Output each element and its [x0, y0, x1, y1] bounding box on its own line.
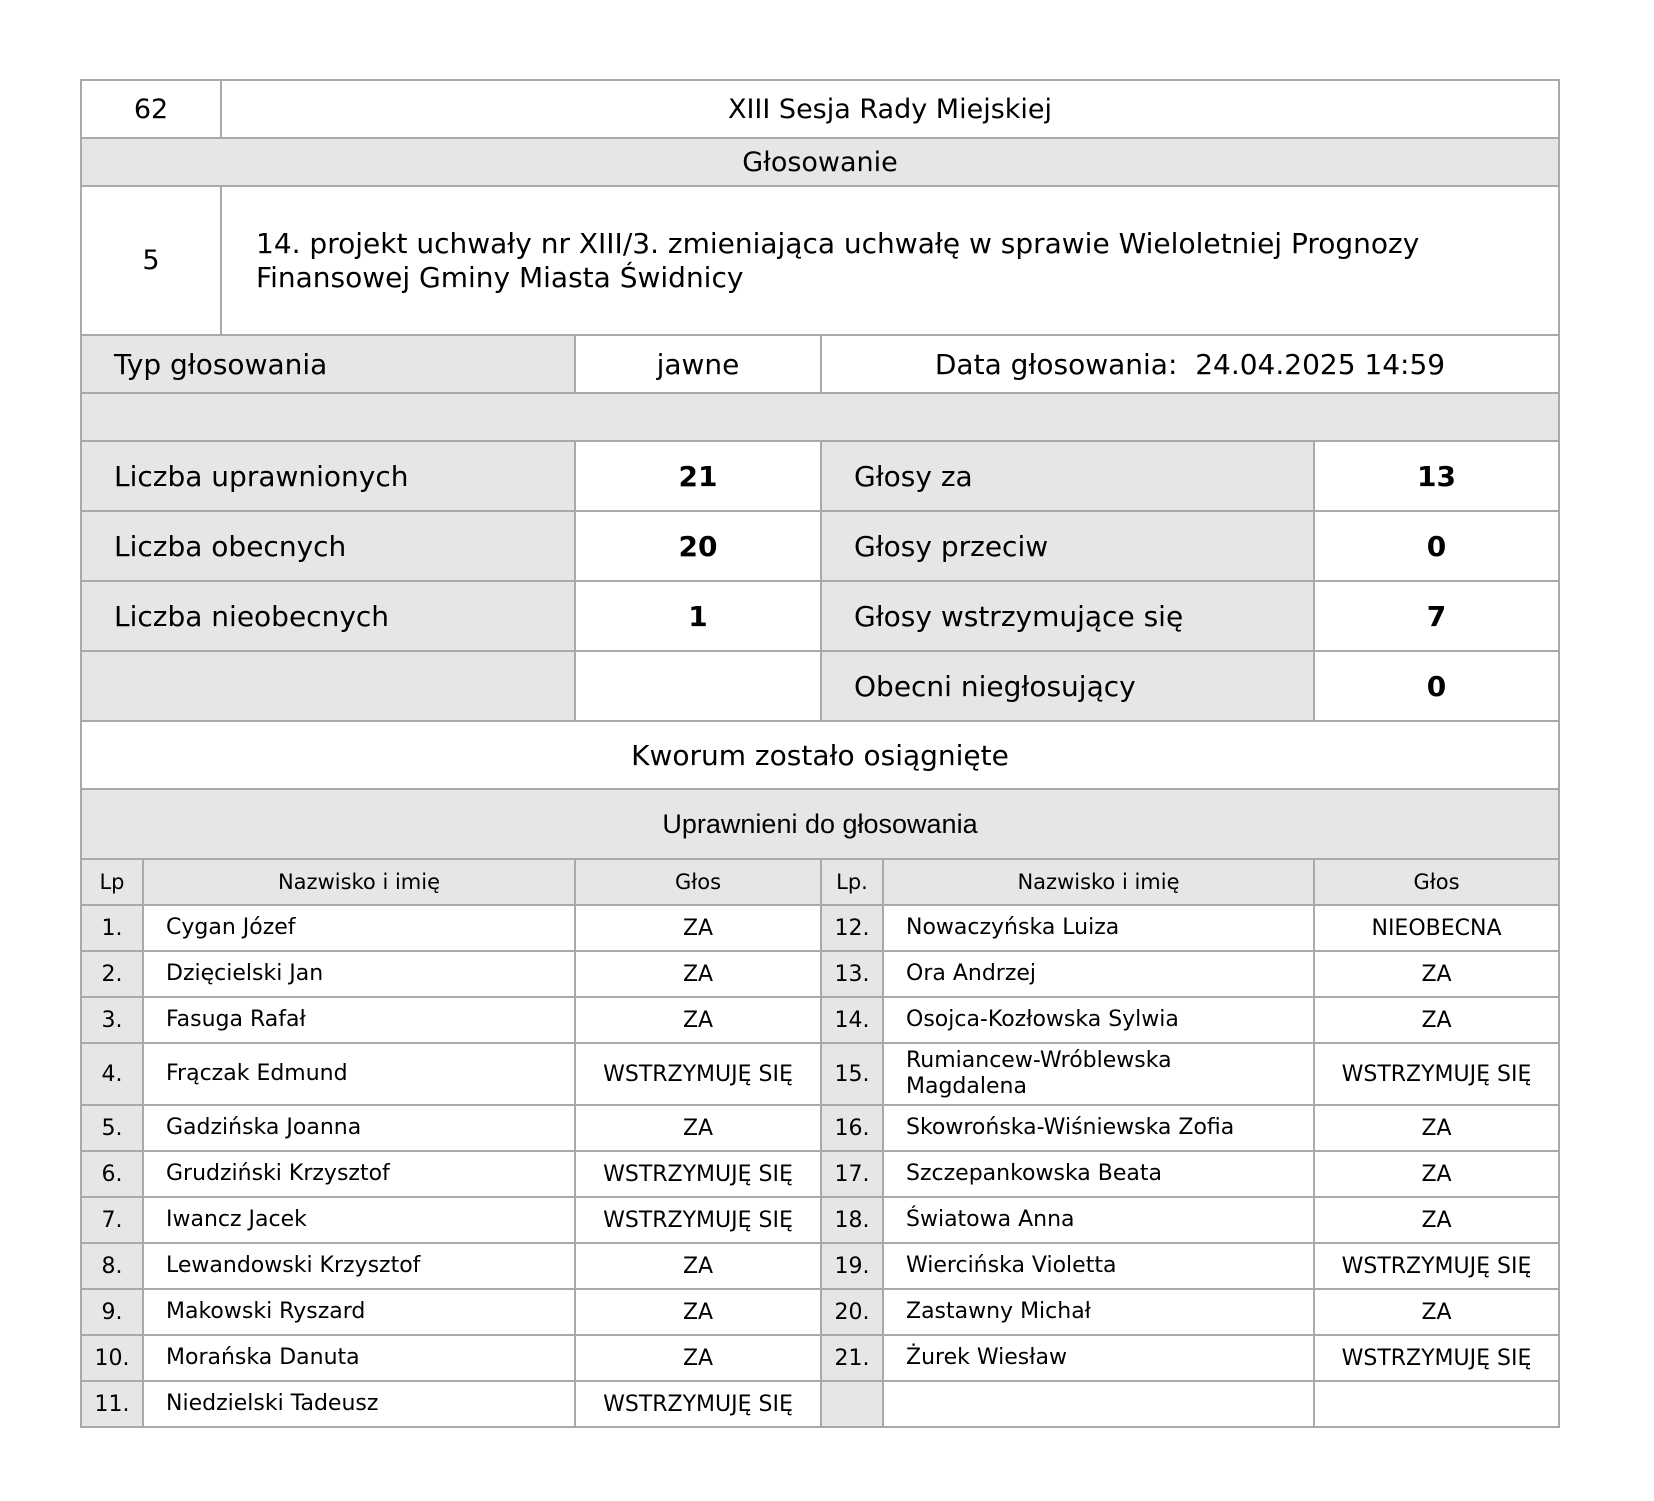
- voter-rows: [81, 905, 1559, 1427]
- voter-name-left: Cygan Józef: [143, 905, 575, 951]
- session-title: XIII Sesja Rady Miejskiej: [221, 80, 1559, 138]
- voter-vote-left: ZA: [575, 1105, 821, 1151]
- vote-date-label: Data głosowania:: [934, 347, 1178, 381]
- table-row: [81, 1335, 1559, 1381]
- voter-name-left: Grudziński Krzysztof: [143, 1151, 575, 1197]
- voter-lp-left: 5.: [81, 1105, 143, 1151]
- voter-lp-left: 4.: [81, 1043, 143, 1105]
- voter-lp-left: 6.: [81, 1151, 143, 1197]
- table-row: [81, 905, 1559, 951]
- present-value: 20: [575, 511, 821, 581]
- voter-name-right: Osojca-Kozłowska Sylwia: [883, 997, 1314, 1043]
- nonvoting-label: Obecni niegłosujący: [821, 651, 1314, 721]
- empty-value-cell: [575, 651, 821, 721]
- present-label: Liczba obecnych: [81, 511, 575, 581]
- col-name-right: Nazwisko i imię: [883, 859, 1314, 905]
- nonvoting-value: 0: [1314, 651, 1559, 721]
- section-title: Głosowanie: [81, 138, 1559, 186]
- vote-date-value: 24.04.2025 14:59: [1195, 347, 1446, 381]
- voter-name-right: Rumiancew-Wróblewska Magdalena: [883, 1043, 1314, 1105]
- voter-vote-right: WSTRZYMUJĘ SIĘ: [1314, 1243, 1559, 1289]
- abstain-label: Głosy wstrzymujące się: [821, 581, 1314, 651]
- voter-vote-right: ZA: [1314, 1105, 1559, 1151]
- voter-name-right: Ora Andrzej: [883, 951, 1314, 997]
- table-row: [81, 997, 1559, 1043]
- voter-name-right: Żurek Wiesław: [883, 1335, 1314, 1381]
- voter-lp-right: 17.: [821, 1151, 883, 1197]
- voter-name-right: Wiercińska Violetta: [883, 1243, 1314, 1289]
- voter-lp-right: 19.: [821, 1243, 883, 1289]
- voter-name-right: Skowrońska-Wiśniewska Zofia: [883, 1105, 1314, 1151]
- voter-lp-right: 21.: [821, 1335, 883, 1381]
- voter-vote-right: ZA: [1314, 997, 1559, 1043]
- vote-type-label: Typ głosowania: [81, 335, 575, 393]
- voter-vote-left: ZA: [575, 951, 821, 997]
- against-label: Głosy przeciw: [821, 511, 1314, 581]
- voter-lp-left: 11.: [81, 1381, 143, 1427]
- spacer-row: [81, 393, 1559, 441]
- voter-name-right: Światowa Anna: [883, 1197, 1314, 1243]
- voter-lp-left: 9.: [81, 1289, 143, 1335]
- vote-type-value: jawne: [575, 335, 821, 393]
- voter-lp-left: 3.: [81, 997, 143, 1043]
- table-row: [81, 1043, 1559, 1105]
- voter-name-left: Dzięcielski Jan: [143, 951, 575, 997]
- voter-lp-right: 20.: [821, 1289, 883, 1335]
- voter-lp-right: [821, 1381, 883, 1427]
- table-row: [81, 1289, 1559, 1335]
- col-lp-left: Lp: [81, 859, 143, 905]
- voter-lp-right: 12.: [821, 905, 883, 951]
- quorum-status: Kworum zostało osiągnięte: [81, 721, 1559, 789]
- voter-vote-right: ZA: [1314, 1197, 1559, 1243]
- voter-name-left: Makowski Ryszard: [143, 1289, 575, 1335]
- table-row: [81, 1197, 1559, 1243]
- voters-section-title: Uprawnieni do głosowania: [81, 789, 1559, 859]
- vote-date: [821, 335, 1559, 393]
- voter-vote-right: ZA: [1314, 951, 1559, 997]
- voter-name-right: Zastawny Michał: [883, 1289, 1314, 1335]
- voter-vote-right: ZA: [1314, 1151, 1559, 1197]
- absent-value: 1: [575, 581, 821, 651]
- voter-lp-right: 14.: [821, 997, 883, 1043]
- voter-lp-left: 1.: [81, 905, 143, 951]
- voter-vote-right: WSTRZYMUJĘ SIĘ: [1314, 1335, 1559, 1381]
- voter-lp-left: 10.: [81, 1335, 143, 1381]
- voter-name-left: Iwancz Jacek: [143, 1197, 575, 1243]
- col-vote-left: Głos: [575, 859, 821, 905]
- header-table: [80, 79, 1560, 336]
- against-value: 0: [1314, 511, 1559, 581]
- voter-lp-right: 13.: [821, 951, 883, 997]
- item-description: 14. projekt uchwały nr XIII/3. zmieniająca uchwałę w sprawie Wieloletniej Prognozy Finansowej Gminy Miasta Świdnicy: [221, 186, 1559, 335]
- voter-vote-left: ZA: [575, 997, 821, 1043]
- voter-lp-right: 18.: [821, 1197, 883, 1243]
- voter-vote-right: NIEOBECNA: [1314, 905, 1559, 951]
- col-name-left: Nazwisko i imię: [143, 859, 575, 905]
- voter-name-right: [883, 1381, 1314, 1427]
- voter-name-left: Gadzińska Joanna: [143, 1105, 575, 1151]
- voter-vote-left: ZA: [575, 905, 821, 951]
- voter-vote-right: WSTRZYMUJĘ SIĘ: [1314, 1043, 1559, 1105]
- abstain-value: 7: [1314, 581, 1559, 651]
- table-row: [81, 1105, 1559, 1151]
- eligible-label: Liczba uprawnionych: [81, 441, 575, 511]
- table-row: [81, 951, 1559, 997]
- voter-vote-left: WSTRZYMUJĘ SIĘ: [575, 1197, 821, 1243]
- for-value: 13: [1314, 441, 1559, 511]
- voter-name-left: Frączak Edmund: [143, 1043, 575, 1105]
- table-row: [81, 1151, 1559, 1197]
- item-number: 5: [81, 186, 221, 335]
- voter-vote-left: WSTRZYMUJĘ SIĘ: [575, 1151, 821, 1197]
- col-lp-right: Lp.: [821, 859, 883, 905]
- voter-lp-right: 16.: [821, 1105, 883, 1151]
- for-label: Głosy za: [821, 441, 1314, 511]
- voter-vote-left: ZA: [575, 1243, 821, 1289]
- voter-name-left: Lewandowski Krzysztof: [143, 1243, 575, 1289]
- voter-vote-right: ZA: [1314, 1289, 1559, 1335]
- stats-table: [80, 334, 1560, 860]
- empty-label-cell: [81, 651, 575, 721]
- absent-label: Liczba nieobecnych: [81, 581, 575, 651]
- table-row: [81, 1381, 1559, 1427]
- voters-table: [80, 858, 1560, 1428]
- vote-document: [80, 79, 1558, 1428]
- page-number: 62: [81, 80, 221, 138]
- voter-vote-right: [1314, 1381, 1559, 1427]
- voter-vote-left: WSTRZYMUJĘ SIĘ: [575, 1043, 821, 1105]
- voter-name-right: Szczepankowska Beata: [883, 1151, 1314, 1197]
- voter-name-left: Fasuga Rafał: [143, 997, 575, 1043]
- table-row: [81, 1243, 1559, 1289]
- voter-vote-left: ZA: [575, 1289, 821, 1335]
- voter-name-right: Nowaczyńska Luiza: [883, 905, 1314, 951]
- voter-lp-right: 15.: [821, 1043, 883, 1105]
- voter-lp-left: 8.: [81, 1243, 143, 1289]
- voter-lp-left: 2.: [81, 951, 143, 997]
- eligible-value: 21: [575, 441, 821, 511]
- voter-name-left: Morańska Danuta: [143, 1335, 575, 1381]
- voter-vote-left: WSTRZYMUJĘ SIĘ: [575, 1381, 821, 1427]
- col-vote-right: Głos: [1314, 859, 1559, 905]
- voter-lp-left: 7.: [81, 1197, 143, 1243]
- voter-name-left: Niedzielski Tadeusz: [143, 1381, 575, 1427]
- voter-vote-left: ZA: [575, 1335, 821, 1381]
